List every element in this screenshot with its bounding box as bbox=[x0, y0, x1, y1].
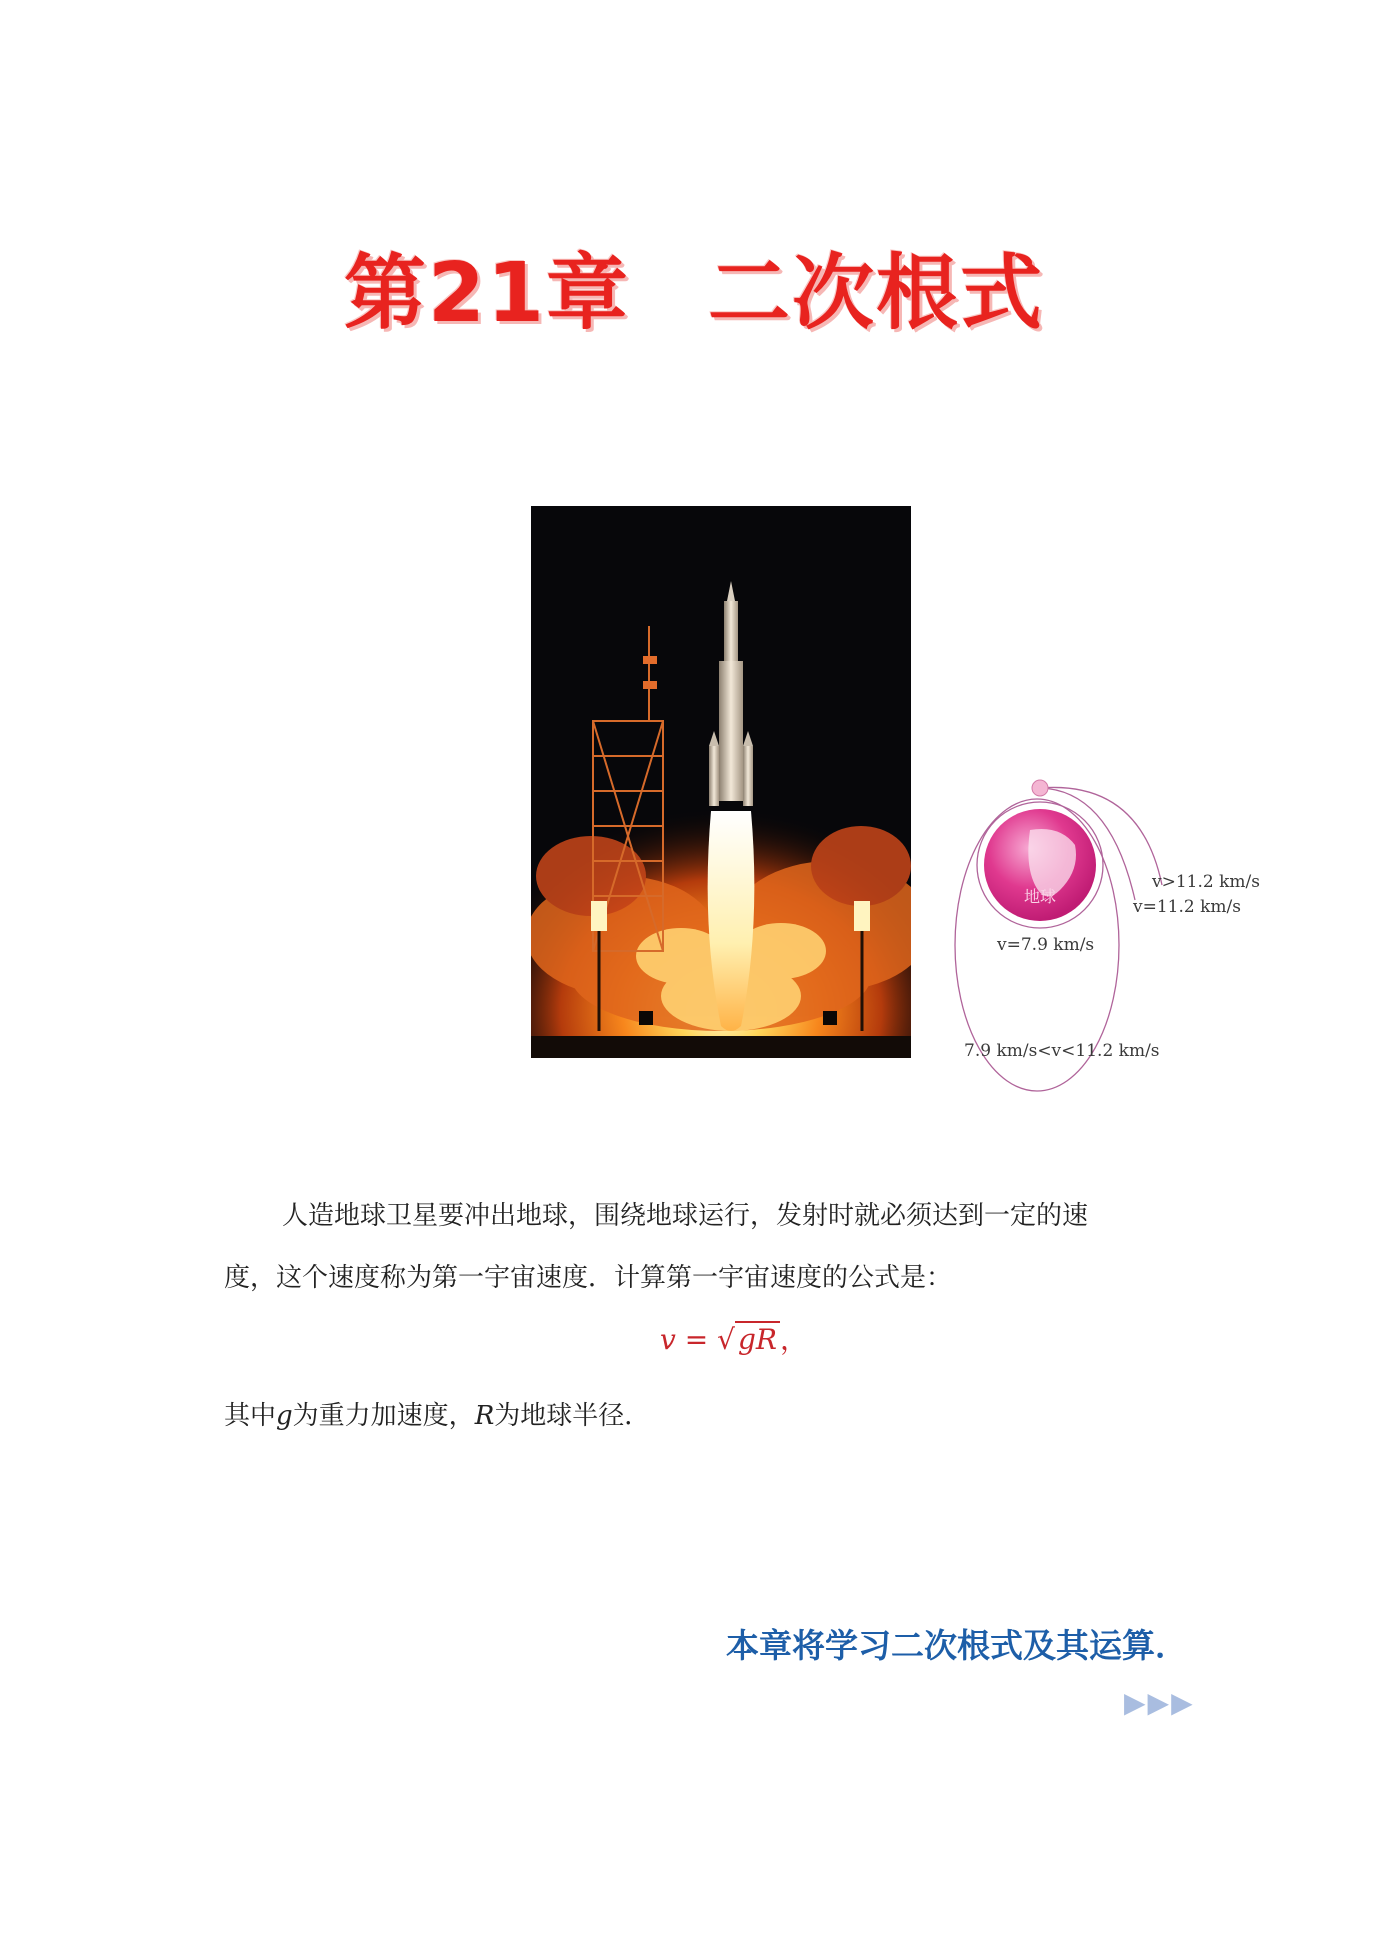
def-mid: 为重力加速度， bbox=[292, 1401, 475, 1431]
chapter-name: 二次根式 bbox=[708, 246, 1045, 341]
chapter-summary: 本章将学习二次根式及其运算． bbox=[726, 1626, 1188, 1665]
label-escape: v=11.2 km/s bbox=[1133, 897, 1241, 917]
label-escape-above: v>11.2 km/s bbox=[1152, 872, 1260, 892]
var-R: R bbox=[474, 1401, 495, 1431]
formula-tail: ， bbox=[779, 1323, 808, 1356]
velocity-formula bbox=[660, 1318, 808, 1358]
def-suffix: 为地球半径． bbox=[494, 1401, 651, 1431]
formula-radical-sign: √ bbox=[717, 1323, 735, 1356]
formula-eq: = bbox=[675, 1323, 718, 1356]
earth-label: 地球 bbox=[1023, 887, 1057, 906]
satellite-icon bbox=[1032, 780, 1048, 796]
rocket-launch-photo bbox=[531, 506, 911, 1058]
def-prefix: 其中 bbox=[224, 1401, 277, 1431]
chapter-title bbox=[0, 228, 1388, 345]
var-g: g bbox=[276, 1401, 293, 1431]
intro-line-1: 人造地球卫星要冲出地球，围绕地球运行，发射时就必须达到一定的速 bbox=[282, 1201, 1089, 1231]
definition-paragraph bbox=[224, 1396, 1234, 1436]
formula-lhs: v bbox=[660, 1323, 676, 1356]
intro-paragraph bbox=[224, 1196, 1234, 1298]
label-between: 7.9 km/s<v<11.2 km/s bbox=[964, 1041, 1160, 1061]
label-first-cosmic: v=7.9 km/s bbox=[997, 935, 1095, 955]
next-page-arrows-icon[interactable]: ▶▶▶ bbox=[1124, 1686, 1195, 1719]
chapter-number: 第21章 bbox=[343, 246, 631, 341]
orbit-diagram bbox=[930, 770, 1290, 1110]
intro-line-2: 度，这个速度称为第一宇宙速度．计算第一宇宙速度的公式是： bbox=[224, 1263, 953, 1293]
formula-radicand: gR bbox=[735, 1321, 780, 1356]
